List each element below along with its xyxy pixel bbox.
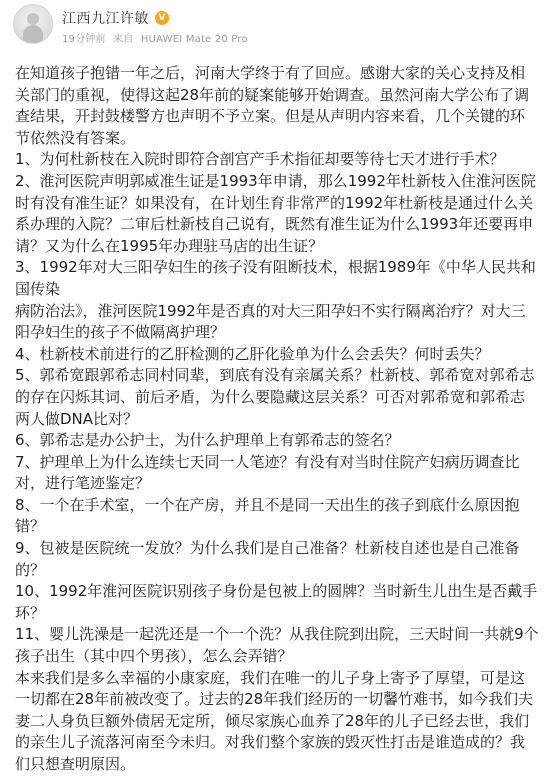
device-source[interactable]: HUAWEI Mate 20 Pro <box>140 34 248 45</box>
post-paragraph: 1、为何杜新枝在入院时即符合剖宫产手术指征却要等待七天才进行手术？ <box>15 150 505 169</box>
post-time: 19分钟前 <box>62 34 106 45</box>
avatar-head-shape <box>27 13 39 25</box>
post-paragraph: 9、包被是医院统一发放？为什么我们是自己准备？杜新枝自述也是自己准备的？ <box>15 539 520 579</box>
post-body <box>15 63 539 776</box>
post-paragraph: 11、婴儿洗澡是一起洗还是一个一个洗？从我住院到出院，三天时间一共就9个孩子出生（其中四个男孩），怎么会弄错？ <box>15 625 539 666</box>
post-paragraph: 7、护理单上为什么连续七天同一人笔迹？有没有对当时住院产妇病历调查比对，进行笔迹鉴定？ <box>15 452 520 493</box>
post-paragraph: 病防治法》，淮河医院1992年是否真的对大三阳孕妇不实行隔离治疗？对大三阳孕妇生的孩子不做隔离护理？ <box>15 301 526 342</box>
post-paragraph: 10、1992年淮河医院识别孩子身份是包被上的圆牌？当时新生儿出生是否戴手环？ <box>15 582 538 622</box>
name-row <box>62 8 169 28</box>
post-paragraph: 在知道孩子抱错一年之后，河南大学终于有了回应。感谢大家的关心支持及相关部门的重视，使得这起28年前的疑案能够开始调查。虽然河南大学公布了调查结果，开封鼓楼警方也声明不予立案。但是从声明内容来看，几个关键的环节依然没有答案。 <box>15 64 530 147</box>
post-meta <box>62 30 252 45</box>
vip-badge-icon: V <box>155 11 169 25</box>
post-paragraph: 6、郭希志是办公护士，为什么护理单上有郭希志的签名？ <box>15 431 400 450</box>
post-paragraph: 本来我们是多么幸福的小康家庭，我们在唯一的儿子身上寄予了厚望，可是这一切都在28年前被改变了。过去的28年我们经历的一切馨竹难书，如今我们夫妻二人身负巨额外债居无定所，倾尽家族心血养了28年的儿子已经去世，我们的亲生儿子流落河南至今未归。对我们整个家族的毁灭性打击是谁造成的？我们只想查明原因。 <box>15 668 534 773</box>
username[interactable]: 江西九江许敏 <box>62 11 149 27</box>
source-prefix: 来自 <box>113 34 134 45</box>
post-paragraph: 4、杜新枝术前进行的乙肝检测的乙肝化验单为什么会丢失？何时丢失？ <box>15 344 490 363</box>
avatar[interactable] <box>13 4 53 44</box>
post-paragraph: 8、一个在手术室，一个在产房，并且不是同一天出生的孩子到底什么原因抱错？ <box>15 495 520 536</box>
avatar-body-shape <box>23 25 43 43</box>
post-paragraph: 2、淮河医院声明郭威准生证是1993年申请，那么1992年杜新枝入住淮河医院时有没有准生证？如果没有，在计划生育非常严的1992年杜新枝是通过什么关系办理的入院？二审后杜新枝自己说有，既然有准生证为什么1993年还要再申请？又为什么在1995年办理驻马店的出生证？ <box>15 171 536 255</box>
post-header <box>0 0 550 52</box>
post-paragraph: 5、郭希宽跟郭希志同村同辈，到底有没有亲属关系？杜新枝、郭希宽对郭希志的存在闪烁其词、前后矛盾，为什么要隐藏这层关系？可否对郭希宽和郭希志两人做DNA比对？ <box>15 366 535 428</box>
post-paragraph: 3、1992年对大三阳孕妇生的孩子没有阻断技术，根据1989年《中华人民共和国传染 <box>15 258 536 298</box>
